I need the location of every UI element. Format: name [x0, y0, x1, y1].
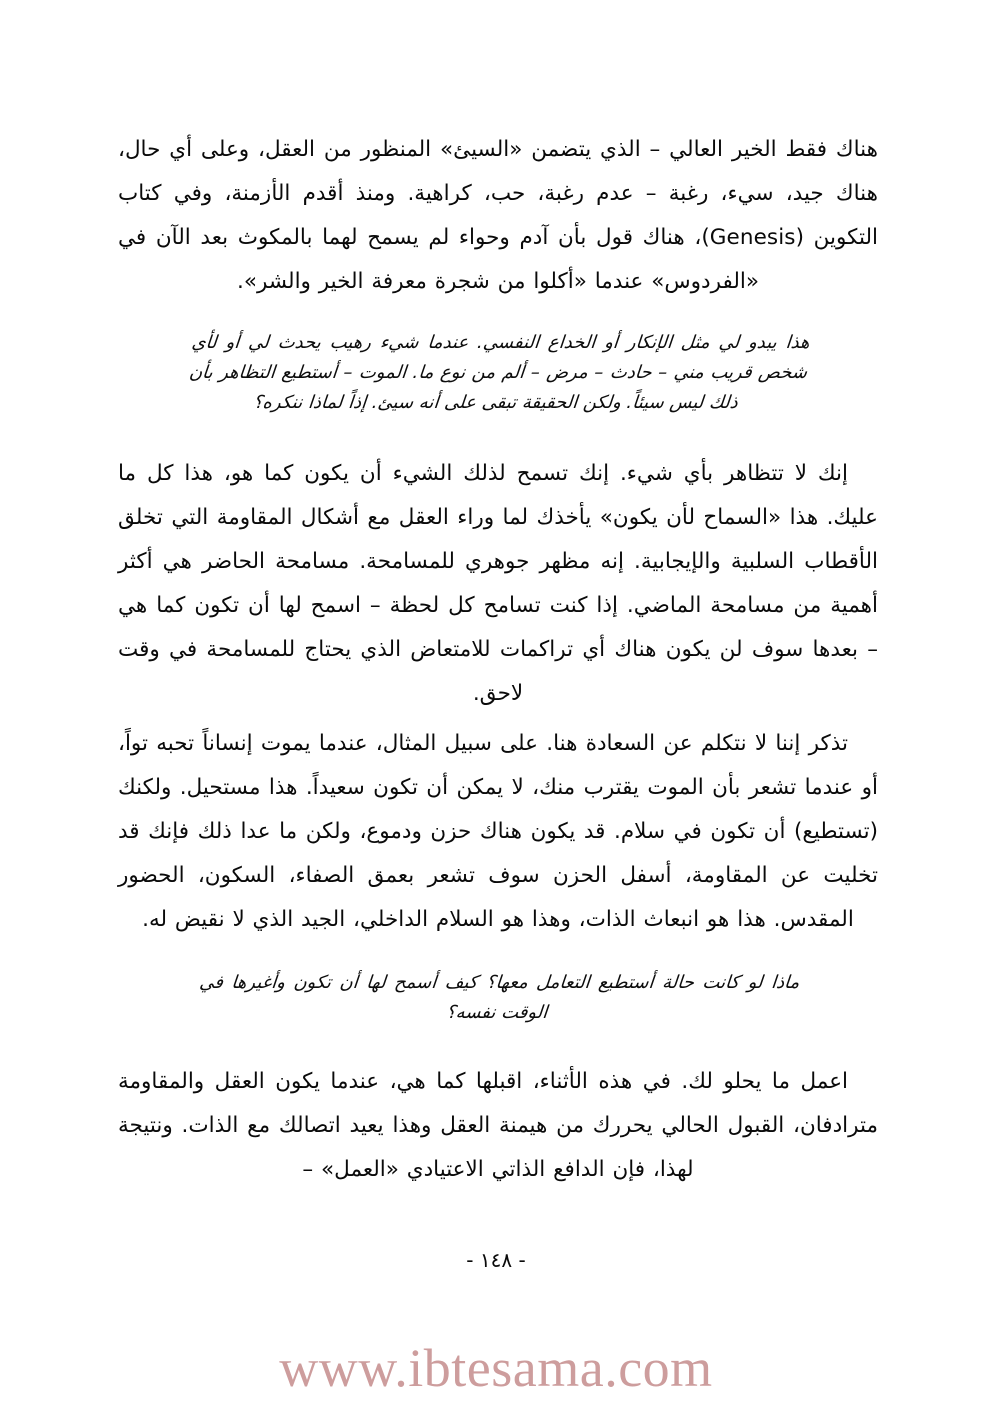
page-number: - ١٤٨ -: [466, 1248, 526, 1272]
site-watermark: www.ibtesama.com: [279, 1338, 713, 1398]
handwritten-quote-1: هذا يبدو لي مثل الإنكار أو الخداع النفسي. عندما شيء رهيب يحدث لي أو لأي شخص قريب مني – حادث – مرض – ألم من نوع ما. الموت – أستطيع التظاهر بأن ذلك ليس سيئاً. ولكن الحقيقة تبقى على أنه سيئ. إذاً لماذا ننكره؟: [188, 332, 811, 413]
paragraph-4: اعمل ما يحلو لك. في هذه الأثناء، اقبلها كما هي، عندما يكون العقل والمقاومة مترادفان، القبول الحالي يحررك من هيمنة العقل وهذا يعيد اتصالك مع الذات. ونتيجة لهذا، فإن الدافع الذاتي الاعتيادي «العمل» –: [118, 1069, 878, 1182]
handwritten-quote-2: ماذا لو كانت حالة أستطيع التعامل معها؟ كيف أسمح لها أن تكون وأغيرها في الوقت نفسه؟: [198, 972, 801, 1023]
paragraph-3: تذكر إننا لا نتكلم عن السعادة هنا. على سبيل المثال، عندما يموت إنساناً تحبه تواً، أو عندما تشعر بأن الموت يقترب منك، لا يمكن أن تكون سعيداً. هذا مستحيل. ولكنك (تستطيع) أن تكون في سلام. قد يكون هناك حزن ودموع، ولكن ما عدا ذلك فإنك قد تخليت عن المقاومة، أسفل الحزن سوف تشعر بعمق الصفاء، السكون، الحضور المقدس. هذا هو انبعاث الذات، وهذا هو السلام الداخلي، الجيد الذي لا نقيض له.: [118, 731, 878, 932]
paragraph-1: هناك فقط الخير العالي – الذي يتضمن «السيئ» المنظور من العقل، وعلى أي حال، هناك جيد، سيء، رغبة – عدم رغبة، حب، كراهية. ومنذ أقدم الأزمنة، وفي كتاب التكوين (Genesis)، هناك قول بأن آدم وحواء لم يسمح لهما بالمكوث بعد الآن في «الفردوس» عندما «أكلوا من شجرة معرفة الخير والشر».: [118, 137, 878, 294]
paragraph-2: إنك لا تتظاهر بأي شيء. إنك تسمح لذلك الشيء أن يكون كما هو، هذا كل ما عليك. هذا «السماح لأن يكون» يأخذك لما وراء العقل مع أشكال المقاومة التي تخلق الأقطاب السلبية والإيجابية. إنه مظهر جوهري للمسامحة. مسامحة الحاضر هي أكثر أهمية من مسامحة الماضي. إذا كنت تسامح كل لحظة – اسمح لها أن تكون كما هي – بعدها سوف لن يكون هناك أي تراكمات للامتعاض الذي يحتاج للمسامحة في وقت لاحق.: [118, 461, 878, 706]
text-column: [118, 128, 878, 1198]
